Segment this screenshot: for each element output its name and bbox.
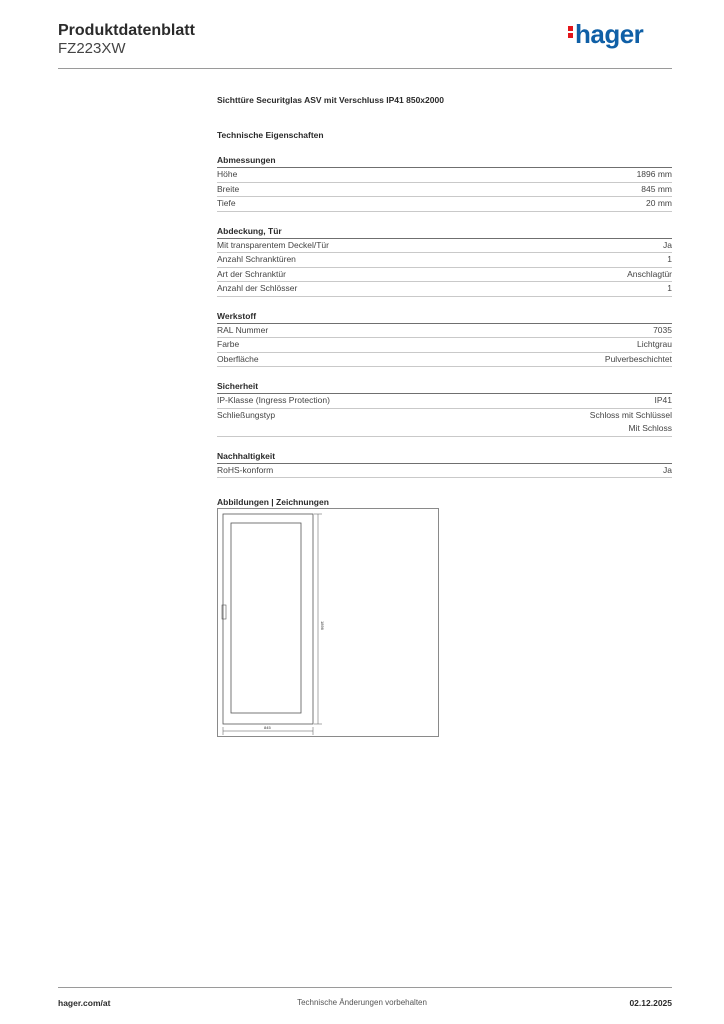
logo-text: hager <box>575 18 644 49</box>
property-value: 1896 mm <box>636 169 672 179</box>
section-title: Abdeckung, Tür <box>217 225 672 239</box>
property-label: Art der Schranktür <box>217 268 286 279</box>
section-title: Sicherheit <box>217 380 672 394</box>
property-row <box>217 409 672 437</box>
property-row <box>217 338 672 353</box>
property-label: Oberfläche <box>217 353 259 364</box>
property-value: Ja <box>663 239 672 250</box>
section-material <box>217 310 672 368</box>
property-value <box>590 409 672 436</box>
property-label: Höhe <box>217 169 238 179</box>
property-label: Anzahl Schranktüren <box>217 254 296 264</box>
property-value: 20 mm <box>646 198 672 208</box>
property-value-line: Schloss mit Schlüssel <box>589 409 672 420</box>
property-row <box>217 168 672 183</box>
section-sustainability <box>217 450 672 479</box>
property-value: 7035 <box>653 324 672 335</box>
property-row <box>217 197 672 212</box>
tech-properties-heading: Technische Eigenschaften <box>217 130 324 140</box>
property-value: 845 mm <box>641 183 672 194</box>
hager-logo <box>568 17 643 50</box>
property-value: 1 <box>667 283 672 293</box>
property-row <box>217 394 672 409</box>
property-label: RoHS-konform <box>217 464 274 475</box>
property-row <box>217 268 672 283</box>
door-glass <box>231 523 301 713</box>
footer-website: hager.com/at <box>58 998 111 1008</box>
product-code: FZ223XW <box>58 40 126 57</box>
door-frame <box>223 514 313 724</box>
property-row <box>217 464 672 479</box>
property-value-line: Mit Schloss <box>628 423 672 433</box>
property-row <box>217 253 672 268</box>
property-value: 1 <box>667 254 672 264</box>
door-drawing-svg <box>218 509 440 738</box>
main-content <box>217 94 672 508</box>
section-title: Nachhaltigkeit <box>217 450 672 464</box>
footer-note: Technische Änderungen vorbehalten <box>297 998 427 1007</box>
section-title: Werkstoff <box>217 310 672 324</box>
figures-heading: Abbildungen | Zeichnungen <box>217 497 329 507</box>
section-safety <box>217 380 672 437</box>
section-dimensions <box>217 154 672 212</box>
property-label: IP-Klasse (Ingress Protection) <box>217 395 330 405</box>
property-label: Farbe <box>217 339 240 349</box>
property-value: Pulverbeschichtet <box>604 353 672 364</box>
property-label: Mit transparentem Deckel/Tür <box>217 239 329 250</box>
logo-dots-icon <box>568 24 573 40</box>
width-dimension-label: 845 <box>264 725 271 730</box>
property-row <box>217 183 672 198</box>
property-value: IP41 <box>654 395 672 405</box>
property-row <box>217 324 672 339</box>
property-label: Tiefe <box>217 198 236 208</box>
property-row <box>217 239 672 254</box>
property-label: Breite <box>217 183 240 194</box>
property-label: RAL Nummer <box>217 324 269 335</box>
property-label: Schließungstyp <box>217 409 276 420</box>
technical-drawing <box>217 508 439 737</box>
height-dimension-label: 1896 <box>320 621 325 630</box>
footer-date: 02.12.2025 <box>629 998 672 1008</box>
section-cover-door <box>217 225 672 297</box>
property-value: Lichtgrau <box>637 339 672 349</box>
property-value: Ja <box>663 464 672 475</box>
property-row <box>217 282 672 297</box>
property-label: Anzahl der Schlösser <box>217 283 298 293</box>
section-title: Abmessungen <box>217 154 672 168</box>
product-name: Sichttüre Securitglas ASV mit Verschluss IP41 850x2000 <box>217 95 444 105</box>
property-row <box>217 353 672 368</box>
footer-divider <box>58 987 672 988</box>
header-divider <box>58 68 672 69</box>
document-title: Produktdatenblatt <box>58 22 195 39</box>
property-value: Anschlagtür <box>627 268 672 279</box>
